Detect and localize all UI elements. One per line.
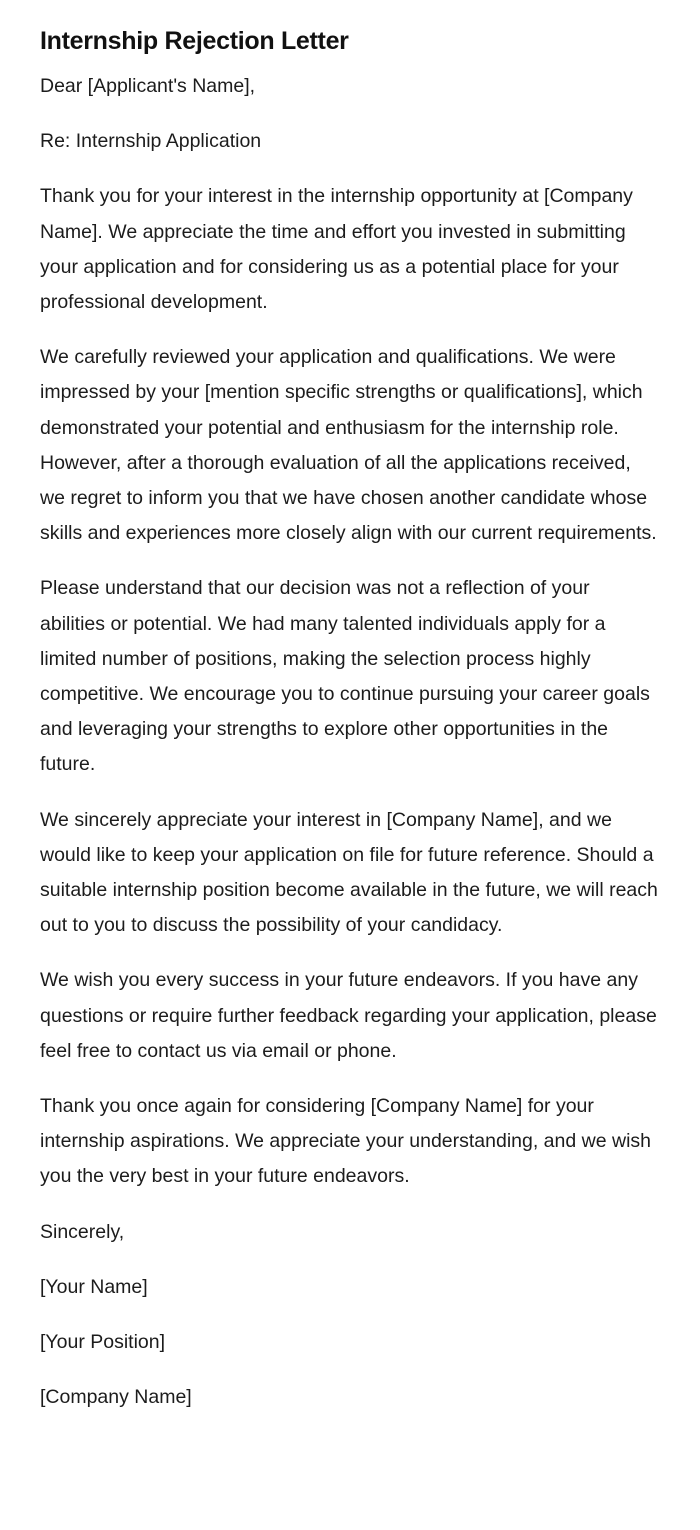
subject-line: Re: Internship Application xyxy=(40,130,262,153)
signature-company: [Company Name] xyxy=(40,1386,192,1409)
letter-title: Internship Rejection Letter xyxy=(40,27,349,55)
body-paragraph-5: We wish you every success in your future endeavors. If you have any questions or require further feedback regarding your application, please feel free to contact us via email or phone. xyxy=(40,969,657,1062)
salutation: Dear [Applicant's Name], xyxy=(40,75,256,97)
body-paragraph-2: We carefully reviewed your application and qualifications. We were impressed by your [mention specific strengths or qualifications], which demonstrated your potential and enthusiasm for the internship role. However, after a thorough evaluation of all the applications received, we regret to inform you that we have chosen another candidate whose skills and experiences more closely align with our current requirements. xyxy=(40,346,657,545)
closing: Sincerely, xyxy=(40,1220,125,1243)
body-paragraph-4: We sincerely appreciate your interest in [Company Name], and we would like to keep your application on file for future reference. Should a suitable internship position become available in the future, we will reach out to you to discuss the possibility of your candidacy. xyxy=(40,808,658,937)
body-paragraph-1: Thank you for your interest in the internship opportunity at [Company Name]. We appreciate the time and effort you invested in submitting your application and for considering us as a potential place for your professional development. xyxy=(40,185,633,314)
body-paragraph-3: Please understand that our decision was not a reflection of your abilities or potential. We had many talented individuals apply for a limited number of positions, making the selection process highly competitive. We encourage you to continue pursuing your career goals and leveraging your strengths to explore other opportunities in the future. xyxy=(40,577,650,776)
signature-name: [Your Name] xyxy=(40,1275,148,1298)
signature-position: [Your Position] xyxy=(40,1331,166,1354)
body-paragraph-6: Thank you once again for considering [Company Name] for your internship aspirations. We appreciate your understanding, and we wish you the very best in your future endeavors. xyxy=(40,1095,651,1188)
